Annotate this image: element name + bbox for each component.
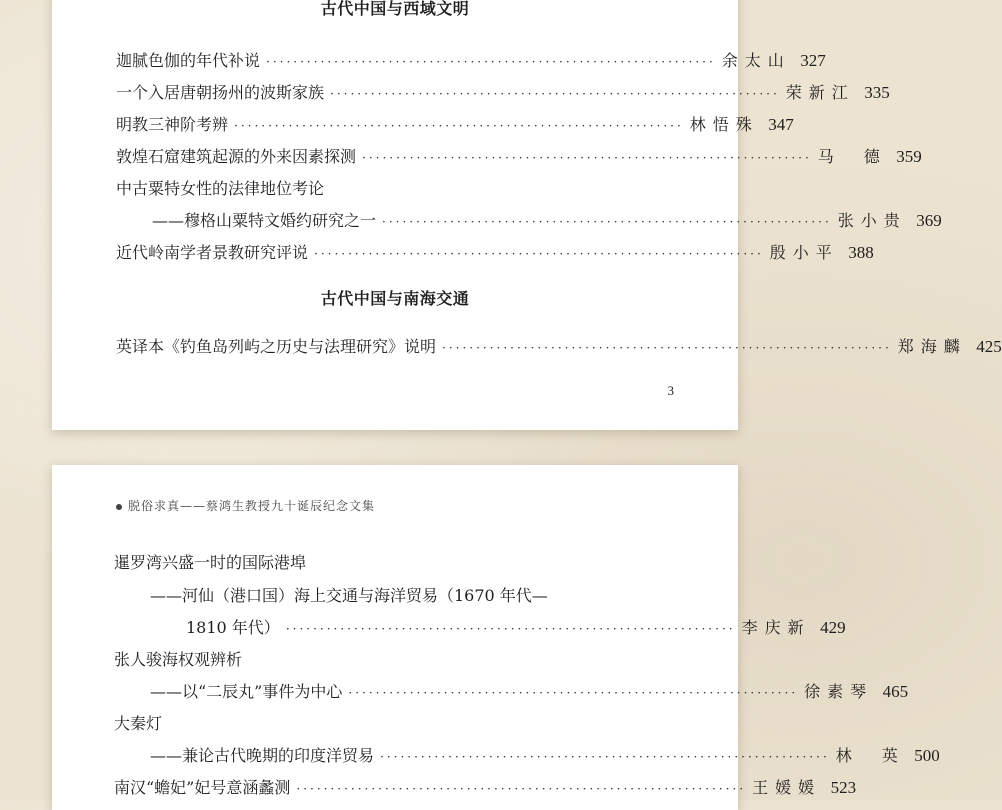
leader-dots: ··································································	[382, 215, 832, 229]
leader-dots: ··································································	[348, 686, 799, 700]
leader-dots: ··································································	[266, 55, 716, 69]
entry-title: 明教三神阶考辨	[116, 115, 229, 134]
leader-dots: ··································································	[330, 87, 780, 101]
toc-entry[interactable]	[114, 775, 857, 798]
leader-dots: ··································································	[296, 782, 747, 796]
section-heading-south-sea: 古代中国与南海交通	[320, 289, 470, 308]
leader-dots: ··································································	[314, 247, 764, 261]
leader-dots: ··································································	[380, 750, 830, 764]
entry-author: 荣新江	[785, 83, 848, 102]
entry-subtitle: ——穆格山粟特文婚约研究之一	[152, 211, 377, 230]
toc-entry[interactable]	[150, 679, 909, 702]
leader-dots: ··································································	[234, 119, 684, 133]
entry-title[interactable]: 张人骏海权观辨析	[114, 650, 243, 669]
toc-entry[interactable]	[116, 80, 890, 103]
entry-subtitle: ——以“二辰丸”事件为中心	[150, 682, 343, 701]
entry-page: 335	[864, 83, 890, 102]
entry-author: 殷小平	[769, 243, 832, 262]
entry-page: 465	[882, 682, 909, 701]
entry-author: 余太山	[721, 51, 784, 70]
toc-entry[interactable]	[186, 615, 846, 638]
toc-entry[interactable]	[116, 240, 874, 263]
toc-entry[interactable]	[116, 334, 1002, 357]
entry-author: 李庆新	[741, 618, 804, 637]
entry-page: 500	[914, 746, 940, 765]
section-heading-west: 古代中国与西域文明	[320, 0, 470, 18]
page-number: 3	[667, 383, 674, 398]
entry-page: 359	[896, 147, 922, 166]
entry-author: 张小贵	[837, 211, 900, 230]
leader-dots: ··································································	[362, 151, 812, 165]
entry-title: 一个入居唐朝扬州的波斯家族	[116, 83, 325, 102]
entry-page: 347	[768, 115, 794, 134]
entry-author: 郑海麟	[897, 337, 960, 356]
toc-entry[interactable]	[150, 743, 940, 766]
entry-page: 327	[800, 51, 826, 70]
entry-author: 林 英	[835, 746, 898, 765]
entry-title[interactable]: 中古粟特女性的法律地位考论	[116, 179, 325, 198]
entry-author: 王媛媛	[752, 778, 815, 797]
entry-page: 388	[848, 243, 874, 262]
toc-page-bottom	[52, 465, 940, 810]
running-head	[116, 497, 375, 514]
entry-title: 近代岭南学者景教研究评说	[116, 243, 309, 262]
entry-page: 523	[830, 778, 857, 797]
entry-title: 南汉“蟾妃”妃号意涵蠡测	[114, 778, 291, 797]
toc-entry[interactable]	[116, 48, 826, 71]
toc-entry[interactable]	[116, 144, 922, 167]
entry-subtitle: ——河仙（港口国）海上交通与海洋贸易（1670 年代—	[150, 586, 548, 605]
running-head-text: 脱俗求真——蔡鸿生教授九十诞辰纪念文集	[128, 499, 376, 513]
entry-title[interactable]: 大秦灯	[114, 714, 163, 733]
entry-subtitle: ——兼论古代晚期的印度洋贸易	[150, 746, 375, 765]
toc-page-top	[52, 0, 1002, 430]
toc-entry[interactable]	[152, 208, 942, 231]
entry-title: 迦腻色伽的年代补说	[116, 51, 261, 70]
bullet-icon	[116, 504, 122, 510]
entry-title: 英译本《钓鱼岛列屿之历史与法理研究》说明	[116, 337, 437, 356]
entry-title: 敦煌石窟建筑起源的外来因素探测	[116, 147, 357, 166]
leader-dots: ··································································	[285, 622, 736, 636]
entry-author: 徐素琴	[804, 682, 867, 701]
leader-dots: ··································································	[442, 341, 892, 355]
entry-subtitle: 1810 年代）	[186, 618, 280, 637]
entry-page: 425	[976, 337, 1002, 356]
toc-entry[interactable]	[116, 112, 794, 135]
entry-title[interactable]: 暹罗湾兴盛一时的国际港埠	[114, 553, 307, 572]
entry-author: 林悟殊	[689, 115, 752, 134]
entry-author: 马 德	[817, 147, 880, 166]
entry-page: 429	[820, 618, 846, 637]
entry-page: 369	[916, 211, 942, 230]
